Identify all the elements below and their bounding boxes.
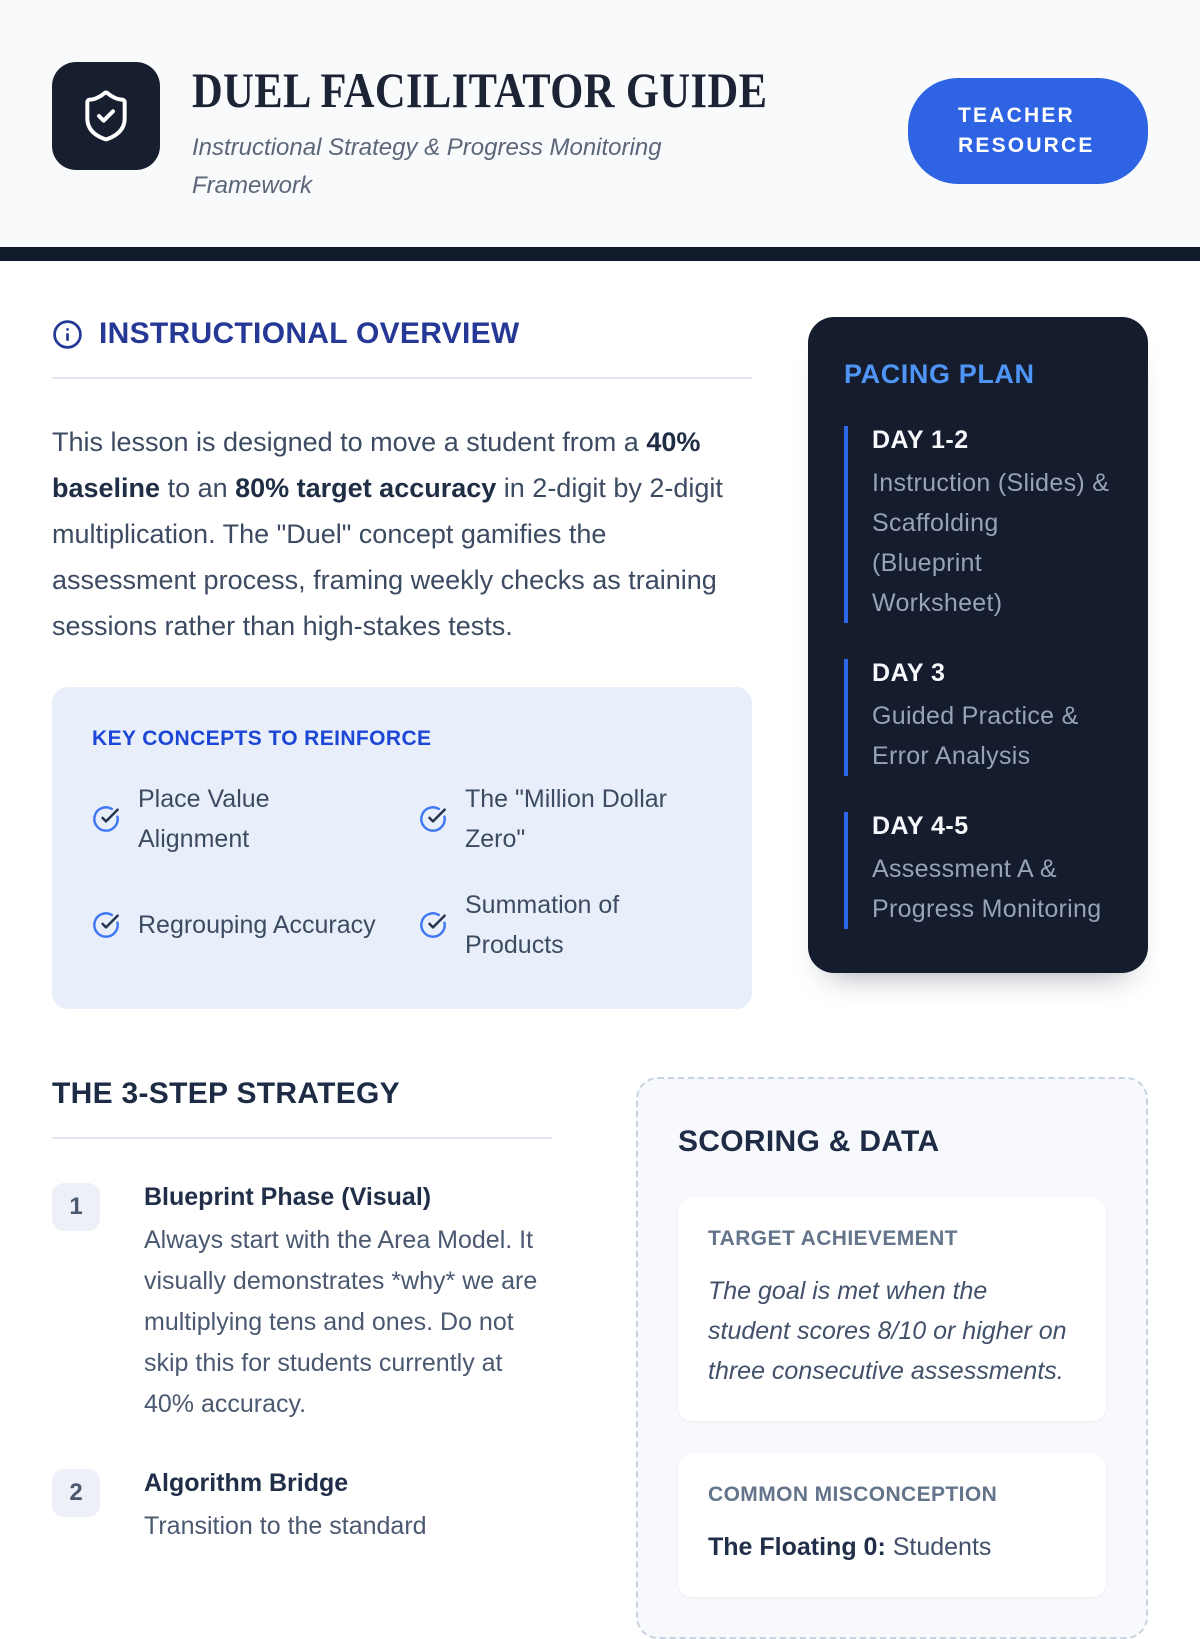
pacing-day: DAY 1-2	[872, 426, 969, 454]
strategy-heading-text: THE 3-STEP STRATEGY	[52, 1077, 400, 1110]
pacing-day: DAY 4-5	[872, 812, 969, 840]
key-concepts-box	[52, 687, 752, 1009]
concept-label: Place Value Alignment	[138, 785, 270, 853]
check-circle-icon	[419, 805, 447, 833]
strategy-step	[52, 1183, 552, 1425]
teacher-resource-badge: TEACHER RESOURCE	[908, 78, 1148, 184]
info-icon	[52, 319, 83, 350]
step-body: Always start with the Area Model. It visually demonstrates *why* we are multiplying tens and ones. Do not skip this for students currently at 40% accuracy.	[144, 1226, 538, 1418]
scoring-heading-text: SCORING & DATA	[678, 1125, 940, 1158]
concept-item	[419, 779, 712, 859]
overview-heading	[52, 317, 752, 351]
pacing-plan-card	[808, 317, 1148, 973]
overview-divider	[52, 377, 752, 379]
check-circle-icon	[419, 911, 447, 939]
overview-row	[52, 317, 1148, 1009]
pacing-entry	[844, 659, 1112, 776]
overview-paragraph: This lesson is designed to move a student from a 40% baseline to an 80% target accuracy in 2-digit by 2-digit multiplication. The "Duel" concept gamifies the assessment process, framing weekly checks as training sessions rather than high-stakes tests.	[52, 427, 723, 641]
concept-label: Summation of Products	[465, 891, 620, 959]
check-circle-icon	[92, 805, 120, 833]
concept-item	[419, 885, 712, 965]
check-circle-icon	[92, 911, 120, 939]
title-block	[192, 62, 876, 205]
concept-item	[92, 779, 385, 859]
step-number-badge: 2	[52, 1469, 100, 1517]
key-concepts-grid	[92, 779, 712, 965]
strategy-heading	[52, 1077, 552, 1111]
concept-label: Regrouping Accuracy	[138, 911, 376, 939]
concept-item	[92, 885, 385, 965]
page-subtitle: Instructional Strategy & Progress Monitoring Framework	[192, 133, 662, 199]
step-content	[144, 1183, 552, 1425]
card-label: TARGET ACHIEVEMENT	[708, 1227, 958, 1250]
strategy-divider	[52, 1137, 552, 1139]
pacing-desc: Instruction (Slides) & Scaffolding (Blueprint Worksheet)	[872, 469, 1110, 617]
pacing-entry	[844, 812, 1112, 929]
scoring-data-panel	[636, 1077, 1148, 1639]
pacing-desc: Assessment A & Progress Monitoring	[872, 855, 1102, 923]
shield-check-icon	[78, 88, 134, 144]
concept-label: The "Million Dollar Zero"	[465, 785, 667, 853]
step-body: Transition to the standard	[144, 1512, 427, 1540]
main-content	[0, 261, 1200, 1639]
pacing-plan-heading: PACING PLAN	[844, 359, 1035, 389]
pacing-desc: Guided Practice & Error Analysis	[872, 702, 1079, 770]
step-title: Blueprint Phase (Visual)	[144, 1183, 432, 1211]
card-body: The Floating 0: Students	[708, 1533, 992, 1561]
pacing-entry	[844, 426, 1112, 623]
header	[0, 0, 1200, 247]
key-concepts-heading: KEY CONCEPTS TO REINFORCE	[92, 727, 432, 750]
card-body: The goal is met when the student scores 8/10 or higher on three consecutive assessments.	[708, 1277, 1067, 1385]
header-divider-bar	[0, 247, 1200, 261]
common-misconception-card	[678, 1453, 1106, 1597]
shield-logo	[52, 62, 160, 170]
card-label: COMMON MISCONCEPTION	[708, 1483, 998, 1506]
step-title: Algorithm Bridge	[144, 1469, 349, 1497]
step-content	[144, 1469, 427, 1547]
strategy-section	[52, 1077, 552, 1547]
strategy-step	[52, 1469, 552, 1547]
step-number-badge: 1	[52, 1183, 100, 1231]
instructional-overview-section	[52, 317, 752, 1009]
page-title: DUEL FACILITATOR GUIDE	[192, 62, 768, 118]
target-achievement-card	[678, 1197, 1106, 1421]
strategy-row	[52, 1077, 1148, 1639]
scoring-heading	[678, 1125, 1106, 1159]
pacing-day: DAY 3	[872, 659, 946, 687]
overview-heading-text: INSTRUCTIONAL OVERVIEW	[99, 317, 520, 350]
